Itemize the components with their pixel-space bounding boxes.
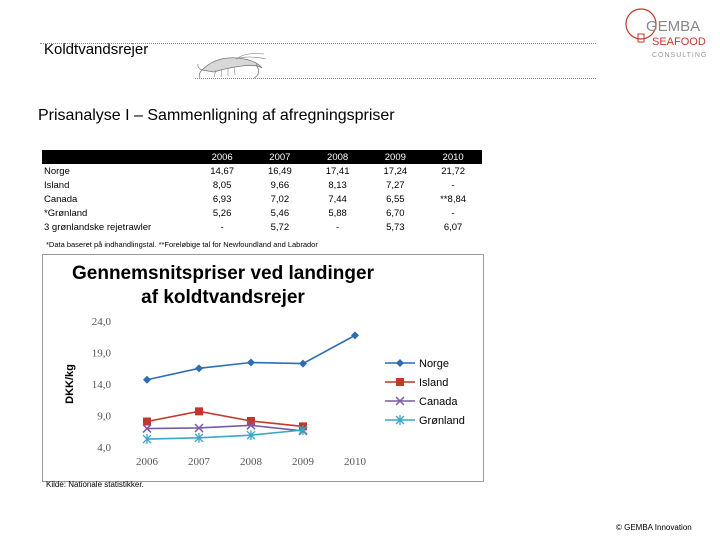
series-line-norge bbox=[147, 335, 355, 379]
x-tick-label: 2010 bbox=[344, 456, 366, 468]
legend-marker-norge bbox=[396, 359, 404, 367]
data-point-island bbox=[143, 417, 151, 425]
series-line-island bbox=[147, 411, 303, 426]
column-header: 2006 bbox=[193, 150, 251, 164]
table-row bbox=[42, 220, 482, 234]
table-cell: - bbox=[451, 207, 455, 219]
data-point-norge bbox=[195, 364, 203, 372]
y-tick-label: 4,0 bbox=[97, 442, 111, 454]
price-chart-svg bbox=[43, 255, 483, 481]
x-tick-label: 2008 bbox=[240, 456, 262, 468]
svg-text:CONSULTING: CONSULTING bbox=[652, 52, 708, 59]
row-label: *Grønland bbox=[44, 207, 88, 219]
table-cell: 5,72 bbox=[270, 221, 290, 233]
table-row bbox=[42, 192, 482, 206]
row-label: Canada bbox=[44, 193, 78, 205]
legend-label: Canada bbox=[419, 396, 458, 408]
table-cell: 21,72 bbox=[441, 165, 465, 177]
price-table bbox=[42, 150, 482, 234]
table-header-blank bbox=[42, 150, 193, 164]
row-label: Norge bbox=[44, 165, 70, 177]
table-cell: 5,88 bbox=[328, 207, 347, 219]
series-line-canada bbox=[147, 425, 303, 431]
data-point-norge bbox=[299, 360, 307, 368]
table-row bbox=[42, 178, 482, 192]
series-line-grønland bbox=[147, 430, 303, 439]
x-tick-label: 2009 bbox=[292, 456, 314, 468]
gemba-seafood-logo bbox=[616, 4, 716, 66]
chart-title: af koldtvandsrejer bbox=[141, 287, 305, 308]
y-tick-label: 24,0 bbox=[91, 316, 111, 328]
legend-label: Island bbox=[419, 377, 449, 389]
copyright-note: © GEMBA Innovation bbox=[616, 523, 692, 532]
y-tick-label: 19,0 bbox=[91, 347, 111, 360]
data-point-island bbox=[195, 407, 203, 415]
svg-text:SEAFOOD: SEAFOOD bbox=[652, 36, 706, 48]
row-label: Island bbox=[44, 179, 70, 191]
table-cell: 9,66 bbox=[270, 179, 290, 191]
svg-text:GEMBA: GEMBA bbox=[646, 18, 701, 35]
column-header: 2009 bbox=[366, 150, 424, 164]
legend-label: Norge bbox=[419, 358, 449, 370]
table-row bbox=[42, 206, 482, 220]
table-cell: 6,55 bbox=[386, 193, 405, 205]
table-cell: 8,05 bbox=[212, 179, 232, 191]
header-divider-top bbox=[40, 43, 596, 44]
table-cell: 5,46 bbox=[270, 207, 290, 219]
source-note: Kilde: Nationale statistikker. bbox=[46, 480, 144, 489]
table-cell: 6,70 bbox=[386, 207, 405, 219]
data-point-island bbox=[247, 417, 255, 425]
table-cell: 5,26 bbox=[212, 207, 232, 219]
table-cell: 14,67 bbox=[210, 165, 235, 177]
table-cell: - bbox=[336, 221, 340, 233]
table-cell: 6,93 bbox=[212, 193, 232, 205]
y-axis-label: DKK/kg bbox=[64, 364, 76, 404]
chart-title: Gennemsnitspriser ved landinger bbox=[72, 263, 374, 284]
column-header: 2007 bbox=[251, 150, 309, 164]
column-header: 2010 bbox=[424, 150, 482, 164]
y-tick-label: 9,0 bbox=[97, 410, 111, 423]
section-title: Prisanalyse I – Sammenligning af afregningspriser bbox=[38, 107, 395, 124]
price-chart bbox=[42, 254, 484, 482]
column-header: 2008 bbox=[309, 150, 367, 164]
table-cell: 17,24 bbox=[383, 165, 408, 177]
data-point-norge bbox=[351, 331, 359, 339]
table-cell: **8,84 bbox=[440, 193, 467, 205]
table-cell: 16,49 bbox=[267, 165, 292, 177]
table-cell: 5,73 bbox=[386, 221, 405, 233]
legend-label: Grønland bbox=[419, 415, 465, 427]
table-row bbox=[42, 164, 482, 178]
shrimp-illustration bbox=[196, 50, 268, 80]
table-cell: - bbox=[220, 221, 224, 233]
data-point-norge bbox=[247, 359, 255, 367]
table-header-row bbox=[42, 150, 482, 164]
x-tick-label: 2006 bbox=[136, 456, 158, 468]
table-cell: 8,13 bbox=[328, 179, 347, 191]
table-cell: 17,41 bbox=[325, 165, 350, 177]
table-cell: 6,07 bbox=[443, 221, 463, 233]
table-cell: 7,27 bbox=[386, 179, 405, 191]
x-tick-label: 2007 bbox=[188, 456, 210, 468]
table-cell: 7,44 bbox=[328, 193, 347, 205]
legend-marker-island bbox=[396, 378, 404, 386]
row-label: 3 grønlandske rejetrawler bbox=[44, 221, 152, 233]
table-cell: - bbox=[451, 179, 455, 191]
table-footnote: *Data baseret på indhandlingstal. **Foreløbige tal for Newfoundland and Labrador bbox=[46, 240, 318, 249]
y-tick-label: 14,0 bbox=[91, 379, 111, 391]
table-cell: 7,02 bbox=[270, 193, 290, 205]
page-header-title: Koldtvandsrejer bbox=[44, 41, 149, 58]
data-point-norge bbox=[143, 376, 151, 384]
